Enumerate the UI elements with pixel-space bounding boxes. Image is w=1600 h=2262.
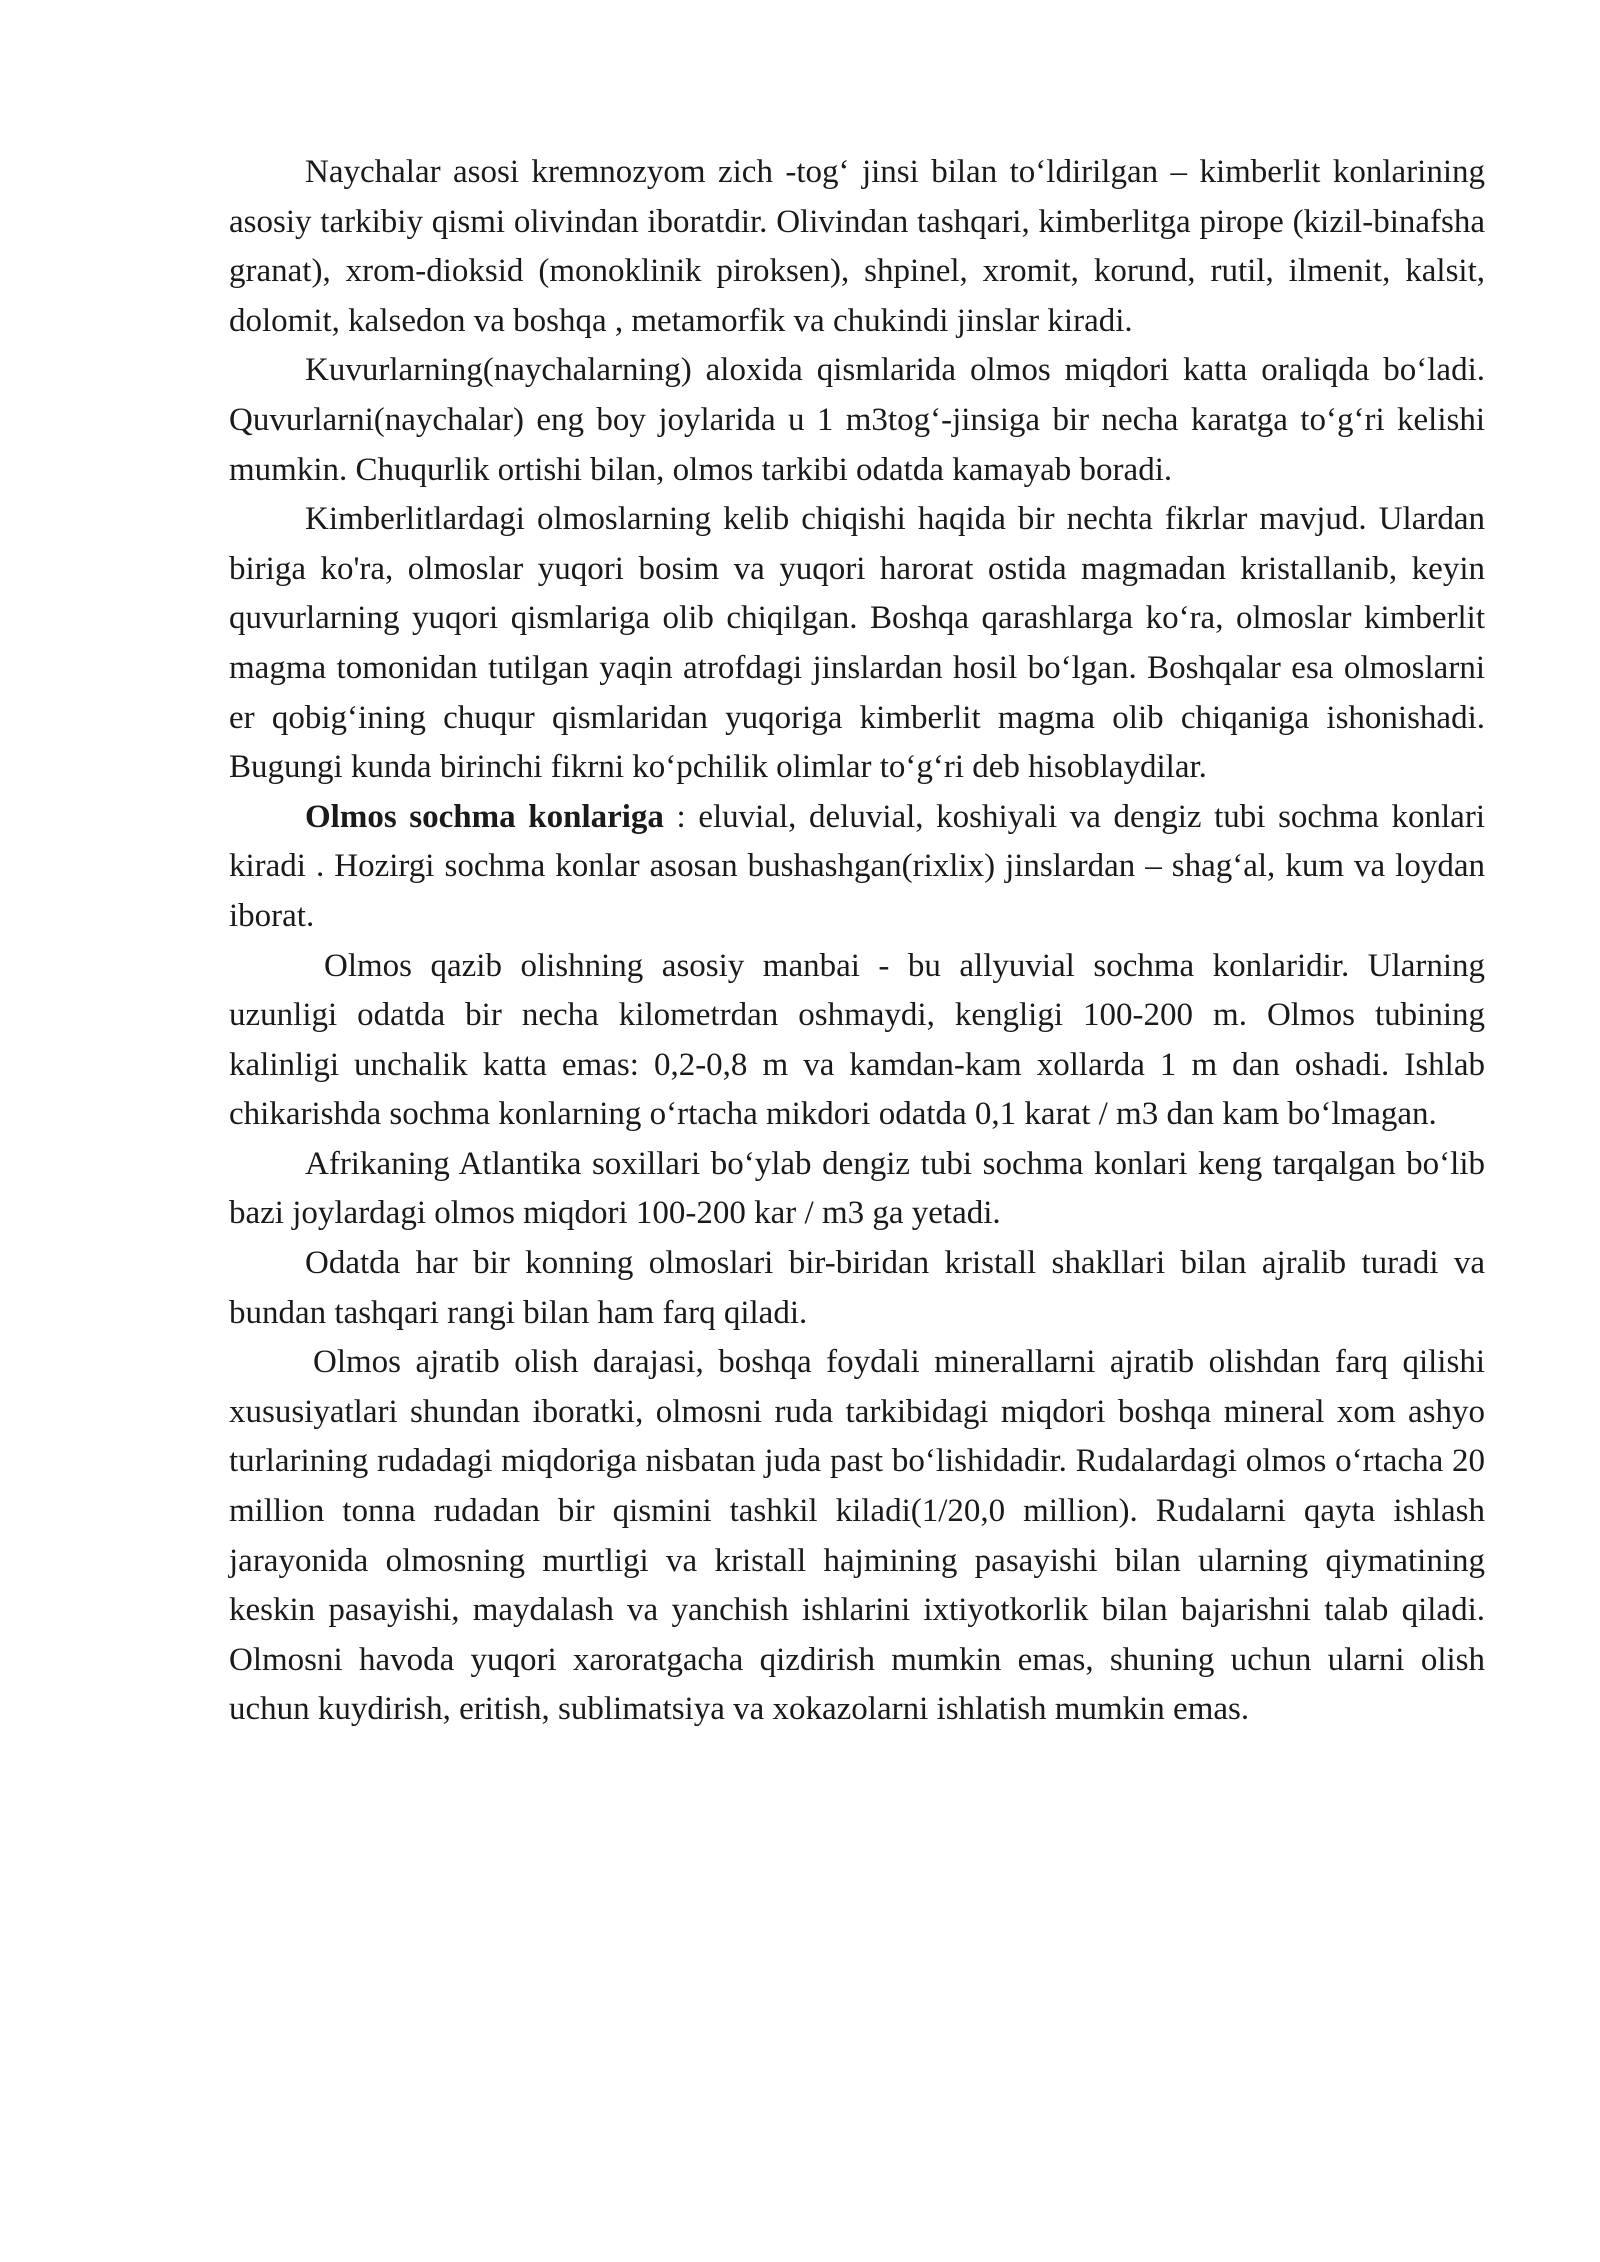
paragraph-diamond-recovery: Olmos ajratib olish darajasi, boshqa foydali minerallarni ajratib olishdan farq qilishi xususiyatlari shundan iboratki, olmosni ruda tarkibidagi miqdori boshqa mineral xom ashyo turlarining rudadagi miqdoriga nisbatan juda past bo‘lishidadir. Rudalardagi olmos o‘rtacha 20 million tonna rudadan bir qismini tashkil kiladi(1/20,0 million). Rudalarni qayta ishlash jarayonida olmosning murtligi va kristall hajmining pasayishi bilan ularning qiymatining keskin pasayishi, maydalash va yanchish ishlarini ixtiyotkorlik bilan bajarishni talab qiladi. Olmosni havoda yuqori xaroratgacha qizdirish mumkin emas, shuning uchun ularni olish uchun kuydirish, eritish, sublimatsiya va xokazolarni ishlatish mumkin emas. bbox=[229, 1344, 1485, 1728]
document-body bbox=[229, 148, 1485, 1735]
placer-deposits-heading: Olmos sochma konlariga bbox=[305, 798, 664, 835]
paragraph-diamond-origin: Kimberlitlardagi olmoslarning kelib chiqishi haqida bir nechta fikrlar mavjud. Ulardan biriga ko'ra, olmoslar yuqori bosim va yuqori harorat ostida magmadan kristallanib, keyin quvurlarning yuqori qismlariga olib chiqilgan. Boshqa qarashlarga ko‘ra, olmoslar kimberlit magma tomonidan tutilgan yaqin atrofdagi jinslardan hosil bo‘lgan. Boshqalar esa olmoslarni er qobig‘ining chuqur qismlaridan yuqoriga kimberlit magma olib chiqaniga ishonishadi. Bugungi kunda birinchi fikrni ko‘pchilik olimlar to‘g‘ri deb hisoblaydilar. bbox=[229, 501, 1485, 786]
paragraph-alluvial-placers: Olmos qazib olishning asosiy manbai - bu allyuvial sochma konlaridir. Ularning uzunligi odatda bir necha kilometrdan oshmaydi, kengligi 100-200 m. Olmos tubining kalinligi unchalik katta emas: 0,2-0,8 m va kamdan-kam xollarda 1 m dan oshadi. Ishlab chikarishda sochma konlarning o‘rtacha mikdori odatda 0,1 karat / m3 dan kam bo‘lmagan. bbox=[229, 947, 1485, 1133]
paragraph-pipe-diamond-content: Kuvurlarning(naychalarning) aloxida qismlarida olmos miqdori katta oraliqda bo‘ladi. Quvurlarni(naychalar) eng boy joylarida u 1 m3tog‘-jinsiga bir necha karatga to‘g‘ri kelishi mumkin. Chuqurlik ortishi bilan, olmos tarkibi odatda kamayab boradi. bbox=[229, 352, 1485, 488]
paragraph-placer-deposits bbox=[229, 793, 1485, 942]
paragraph-crystal-shapes: Odatda har bir konning olmoslari bir-biridan kristall shakllari bilan ajralib turadi va bundan tashqari rangi bilan ham farq qiladi. bbox=[229, 1245, 1485, 1331]
paragraph-kimberlite-composition: Naychalar asosi kremnozyom zich -tog‘ jinsi bilan to‘ldirilgan – kimberlit konlarining asosiy tarkibiy qismi olivindan iboratdir. Olivindan tashqari, kimberlitga pirope (kizil-binafsha granat), xrom-dioksid (monoklinik piroksen), shpinel, xromit, korund, rutil, ilmenit, kalsit, dolomit, kalsedon va boshqa , metamorfik va chukindi jinslar kiradi. bbox=[229, 154, 1485, 339]
placer-deposits-text: : eluvial, deluvial, koshiyali va dengiz tubi sochma konlari kiradi . Hozirgi sochma konlar asosan bushashgan(rixlix) jinslardan – shag‘al, kum va loydan iborat. bbox=[229, 798, 1485, 934]
paragraph-atlantic-coast: Afrikaning Atlantika soxillari bo‘ylab dengiz tubi sochma konlari keng tarqalgan bo‘lib bazi joylardagi olmos miqdori 100-200 kar / m3 ga yetadi. bbox=[229, 1145, 1485, 1232]
